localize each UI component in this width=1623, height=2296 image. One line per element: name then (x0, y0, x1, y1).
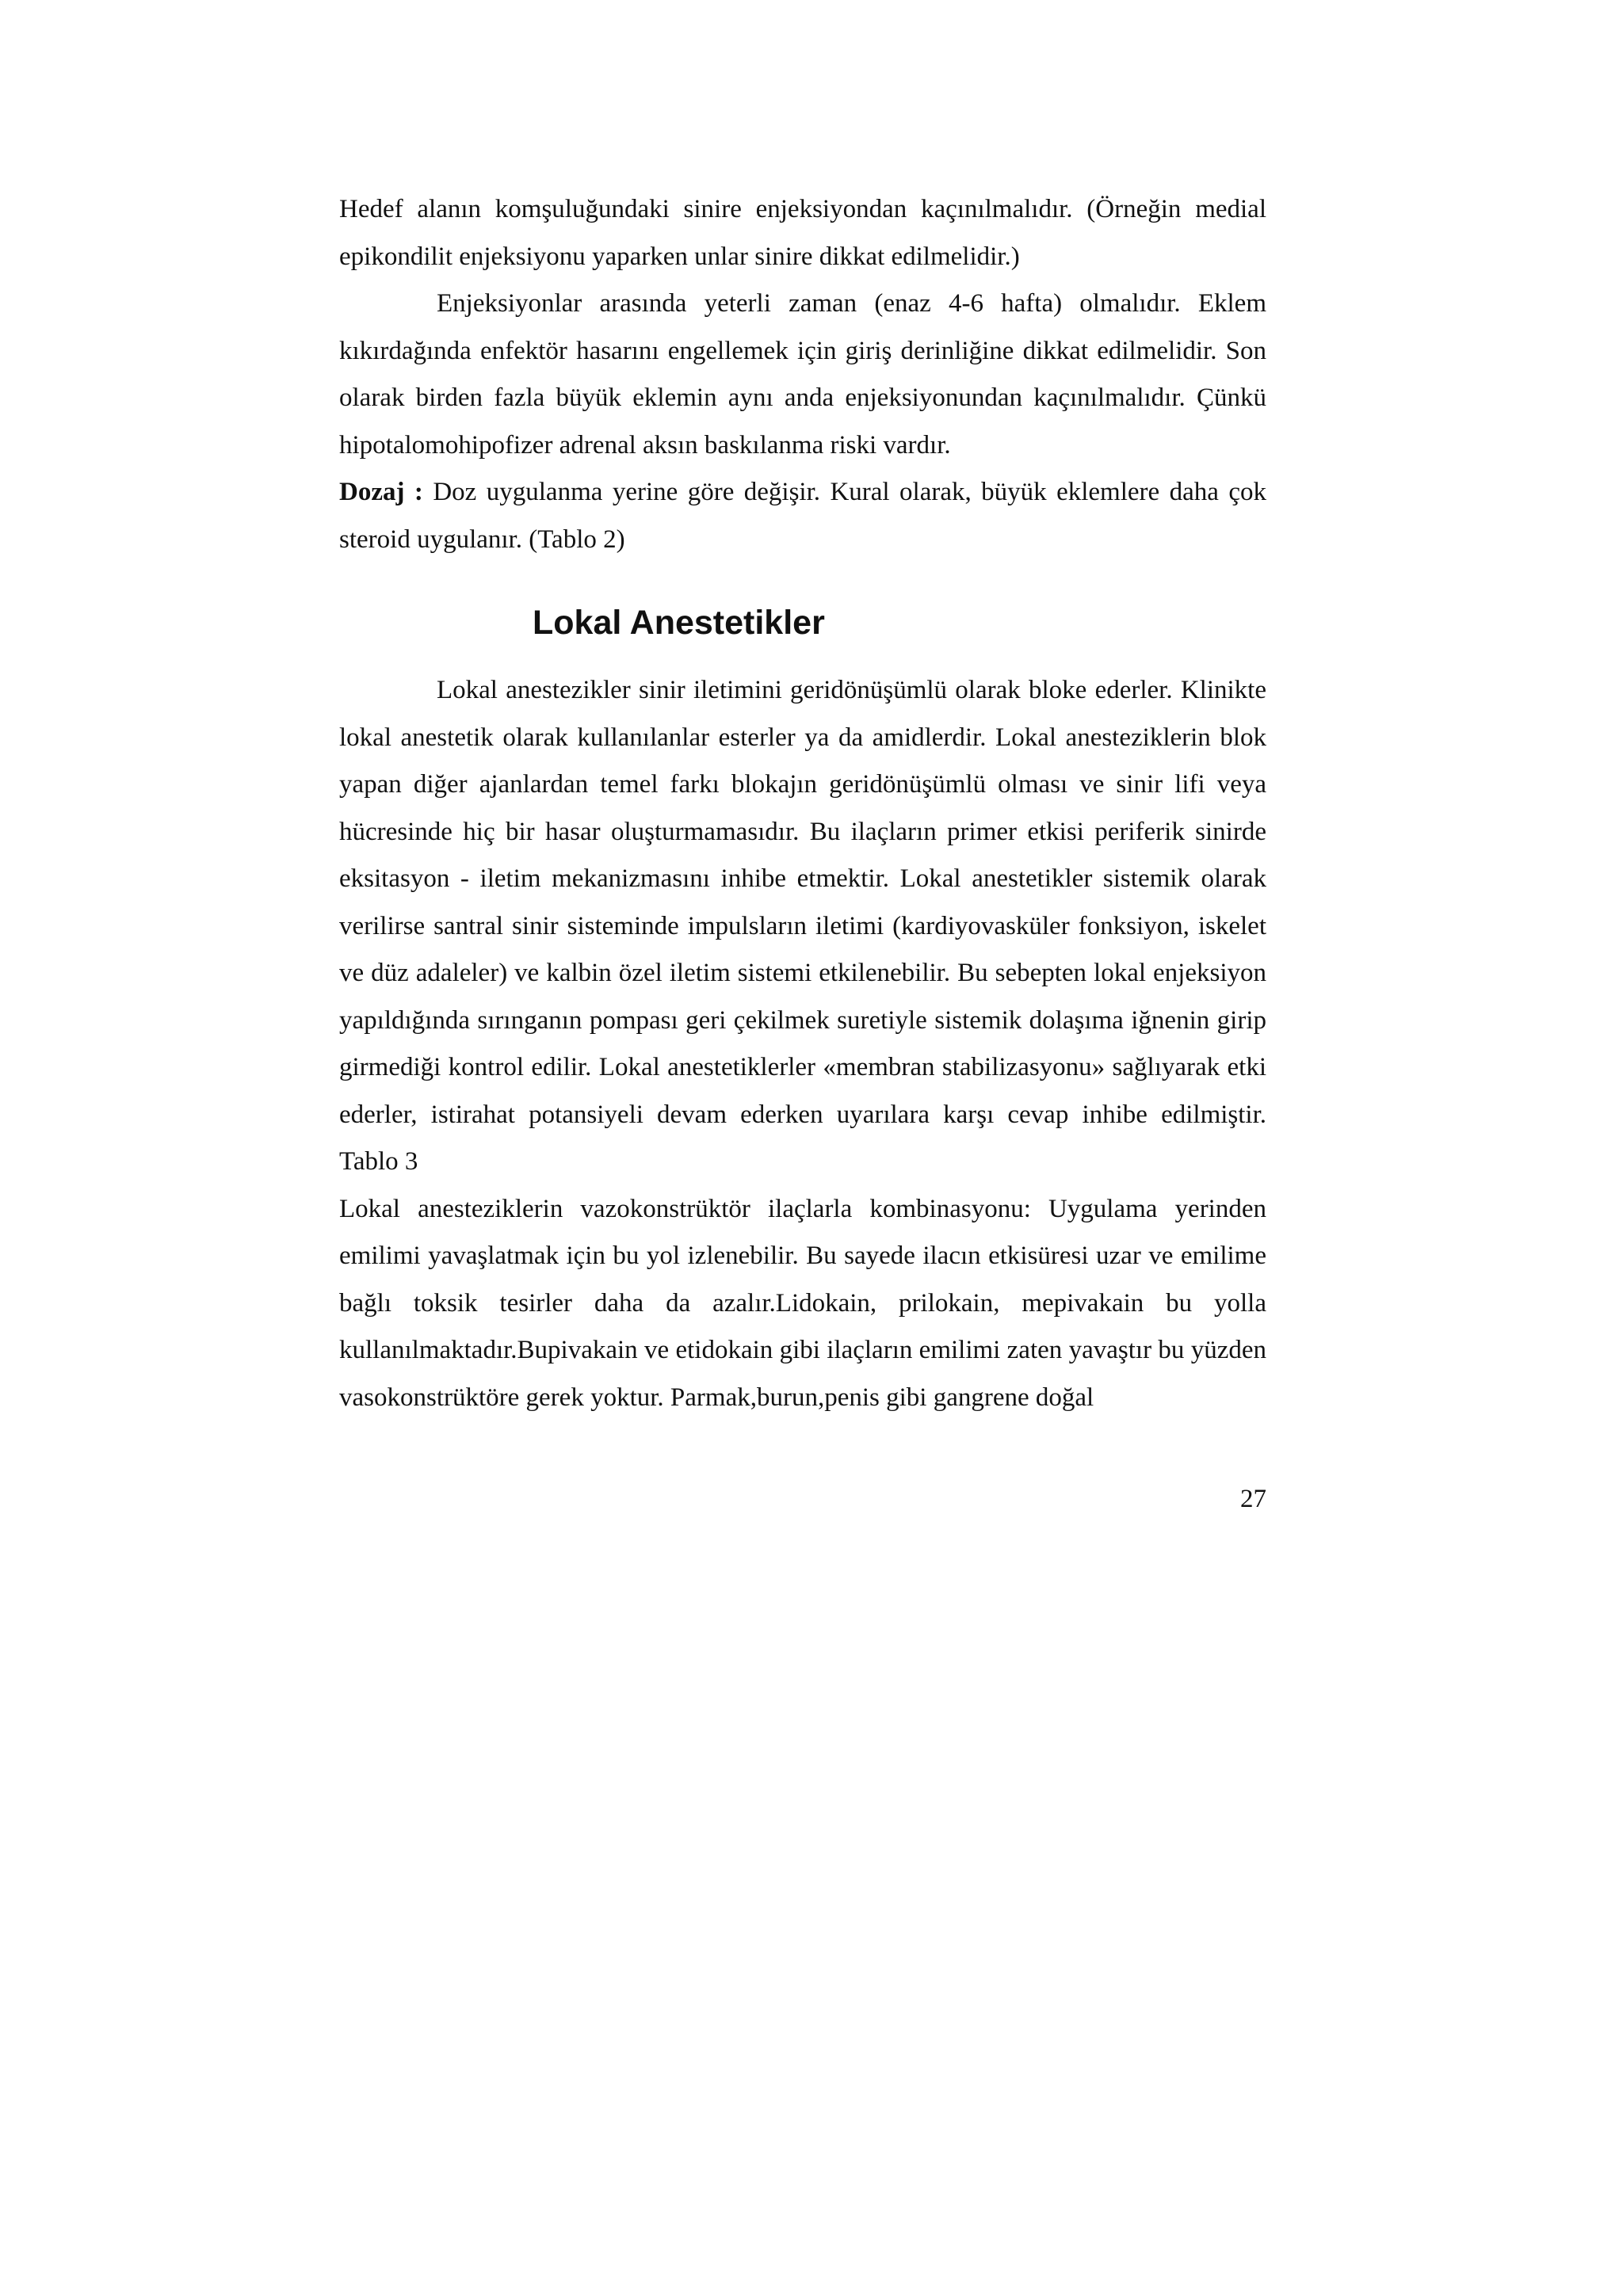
paragraph-injection-interval: Enjeksiyonlar arasında yeterli zaman (enaz 4-6 hafta) olmalıdır. Eklem kıkırdağında enfektör hasarını engellemek için giriş derinliğine dikkat edilmelidir. Son olarak birden fazla büyük eklemin aynı anda enjeksiyonundan kaçınılmalıdır. Çünkü hipotalomohipofizer adrenal aksın baskılanma riski vardır. (339, 289, 1266, 460)
top-text-block (339, 186, 1266, 563)
dosage-text: Doz uygulanma yerine göre değişir. Kural olarak, büyük eklemlere daha çok steroid uygulanır. (Tablo 2) (339, 478, 1266, 554)
section-heading: Lokal Anestetikler (533, 604, 825, 642)
main-text-block (339, 667, 1266, 1421)
paragraph-dosage (339, 469, 1266, 563)
paragraph-local-anesthetics: Lokal anestezikler sinir iletimini geridönüşümlü olarak bloke ederler. Klinikte lokal anestetik olarak kullanılanlar esterler ya da amidlerdir. Lokal anesteziklerin blok yapan diğer ajanlardan temel farkı blokajın geridönüşümlü olması ve sinir lifi veya hücresinde hiç bir hasar oluşturmamasıdır. Bu ilaçların primer etkisi periferik sinirde eksitasyon - iletim mekanizmasını inhibe etmektir. Lokal anestetikler sistemik olarak verilirse santral sinir sisteminde impulsların iletimi (kardiyovasküler fonksiyon, iskelet ve düz adaleler) ve kalbin özel iletim sistemi etkilenebilir. Bu sebepten lokal enjeksiyon yapıldığında sırınganın pompası geri çekilmek suretiyle sistemik dolaşıma iğnenin girip girmediği kontrol edilir. Lokal anestetiklerler «membran stabilizasyonu» sağlıyarak etki ederler, istirahat potansiyeli devam ederken uyarılara karşı cevap inhibe edilmiştir. Tablo 3 (339, 676, 1266, 1176)
page-number: 27 (1240, 1485, 1266, 1513)
paragraph-nerve-caution: Hedef alanın komşuluğundaki sinire enjeksiyondan kaçınılmalıdır. (Örneğin medial epikondilit enjeksiyonu yaparken unlar sinire dikkat edilmelidir.) (339, 195, 1266, 271)
paragraph-vasoconstrictor-combination: Lokal anesteziklerin vazokonstrüktör ilaçlarla kombinasyonu: Uygulama yerinden emilimi yavaşlatmak için bu yol izlenebilir. Bu sayede ilacın etkisüresi uzar ve emilime bağlı toksik tesirler daha da azalır.Lidokain, prilokain, mepivakain bu yolla kullanılmaktadır.Bupivakain ve etidokain gibi ilaçların emilimi zaten yavaştır bu yüzden vasokonstrüktöre gerek yoktur. Parmak,burun,penis gibi gangrene doğal (339, 1194, 1266, 1412)
dosage-label: Dozaj : (339, 478, 423, 506)
